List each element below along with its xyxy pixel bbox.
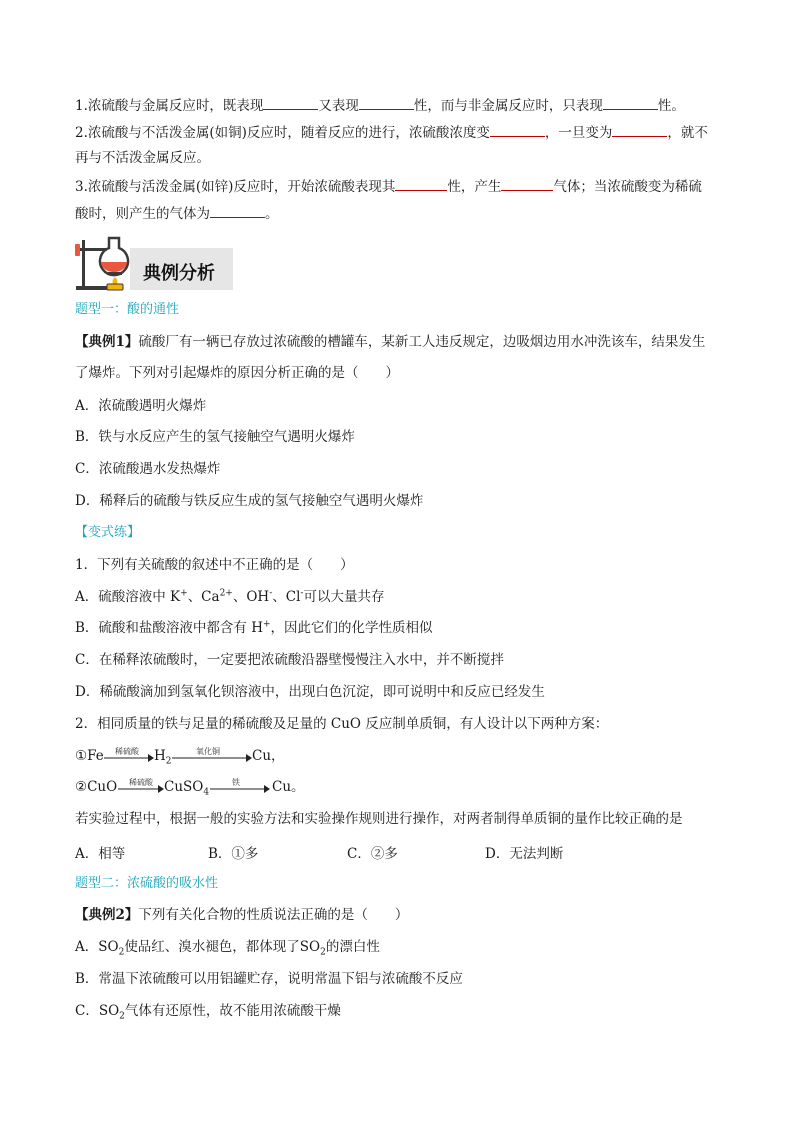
- example-1-option-a[interactable]: A．浓硫酸遇明火爆炸: [75, 398, 207, 414]
- answer-blank[interactable]: [210, 202, 265, 218]
- arrow-icon: [118, 784, 164, 794]
- route-1-reagent-2: 氧化铜: [196, 747, 220, 756]
- lab-flask-icon: [73, 234, 135, 292]
- answer-blank[interactable]: [359, 94, 414, 110]
- arrow-icon: [172, 753, 252, 763]
- example-1-stem-line2: 了爆炸。下列对引起爆炸的原因分析正确的是（ ）: [75, 365, 399, 381]
- route-2-product: Cu。: [272, 779, 305, 795]
- text: B．硫酸和盐酸溶液中都含有 H: [75, 620, 263, 636]
- charge: +: [263, 619, 271, 630]
- section-title: 典例分析: [143, 263, 215, 284]
- answer-blank[interactable]: [603, 94, 658, 110]
- practice-1-option-b[interactable]: [75, 618, 433, 638]
- example-1-option-c[interactable]: C．浓硫酸遇水发热爆炸: [75, 461, 221, 477]
- route-1-reagent-1: 稀硫酸: [115, 747, 139, 756]
- text: C．SO: [75, 1003, 120, 1019]
- route-1-intermediate: [154, 746, 172, 766]
- example-2-option-b[interactable]: B．常温下浓硫酸可以用铝罐贮存，说明常温下铝与浓硫酸不反应: [75, 971, 463, 987]
- text: 性。: [657, 98, 685, 114]
- text: 使品红、溴水褪色，都体现了SO: [124, 939, 321, 955]
- text: 的漂白性: [325, 939, 380, 955]
- arrow-icon: [210, 784, 270, 794]
- intro-line-5: [75, 202, 279, 224]
- route-1-start: ①Fe: [75, 748, 104, 764]
- text: 、Cl: [272, 589, 301, 605]
- text: 下列有关化合物的性质说法正确的是（ ）: [138, 907, 409, 923]
- route-2-reagent-1: 稀硫酸: [129, 778, 153, 787]
- charge: -: [300, 588, 304, 599]
- text: 2.浓硫酸与不活泼金属(如铜)反应时，随着反应的进行，浓硫酸浓度变: [75, 125, 490, 141]
- text: A．SO: [75, 939, 119, 955]
- text: 1.浓硫酸与金属反应时，既表现: [75, 98, 264, 114]
- route-2: [75, 777, 117, 797]
- example-2-option-a[interactable]: [75, 937, 380, 957]
- practice-2-option-b[interactable]: B．①多: [208, 846, 259, 862]
- practice-2-option-c[interactable]: C．②多: [347, 846, 398, 862]
- text: 气体有还原性，故不能用浓硫酸干燥: [124, 1003, 341, 1019]
- text: A．硫酸溶液中 K: [75, 589, 181, 605]
- subscript: 2: [165, 756, 172, 767]
- answer-blank[interactable]: [612, 121, 667, 137]
- answer-blank[interactable]: [501, 175, 553, 191]
- charge: 2+: [219, 588, 233, 599]
- practice-tag: 【变式练】: [75, 525, 141, 540]
- section-heading-type2: 题型二：浓硫酸的吸水性: [75, 876, 219, 891]
- text: 性，产生: [447, 179, 502, 195]
- charge: +: [180, 588, 188, 599]
- example-2-stem: [75, 905, 408, 925]
- charge: -: [269, 588, 273, 599]
- route-2-reagent-2: 铁: [232, 778, 240, 787]
- intro-line-1: [75, 94, 685, 116]
- text: 性，而与非金属反应时，只表现: [413, 98, 603, 114]
- answer-blank[interactable]: [490, 121, 545, 137]
- example-tag: 【典例2】: [75, 907, 139, 923]
- example-tag: 【典例1】: [75, 334, 139, 350]
- text: ，因此它们的化学性质相似: [270, 620, 433, 636]
- arrow-icon: [104, 753, 154, 763]
- route-1: [75, 746, 104, 766]
- practice-2-option-d[interactable]: D．无法判断: [485, 846, 564, 862]
- text: 气体；当浓硫酸变为稀硫: [553, 179, 702, 195]
- example-1-stem-line1: [75, 332, 705, 352]
- subscript: 2: [118, 947, 125, 958]
- text: ，一旦变为: [544, 125, 613, 141]
- practice-1-option-c[interactable]: C．在稀释浓硫酸时，一定要把浓硫酸沿器壁慢慢注入水中，并不断搅拌: [75, 652, 504, 668]
- route-2-start: ②CuO: [75, 779, 118, 795]
- intro-line-3: 再与不活泼金属反应。: [75, 150, 210, 166]
- text: 3.浓硫酸与活泼金属(如锌)反应时，开始浓硫酸表现其: [75, 179, 396, 195]
- text: H: [154, 748, 166, 764]
- route-2-intermediate: [164, 777, 209, 797]
- subscript: 2: [119, 1011, 125, 1022]
- text: 。: [265, 206, 279, 222]
- practice-1-option-a[interactable]: [75, 587, 384, 607]
- section-heading-type1: 题型一：酸的通性: [75, 302, 180, 317]
- subscript: 4: [203, 787, 210, 798]
- text: CuSO: [164, 779, 204, 795]
- example-2-option-c[interactable]: [75, 1001, 341, 1021]
- text: 可以大量共存: [303, 589, 385, 605]
- text: 酸时，则产生的气体为: [75, 206, 210, 222]
- practice-2-stem: 2．相同质量的铁与足量的稀硫酸及足量的 CuO 反应制单质铜，有人设计以下两种方案：: [75, 716, 609, 732]
- route-1-product: Cu，: [252, 748, 285, 764]
- practice-2-option-a[interactable]: A．相等: [75, 846, 126, 862]
- example-1-option-d[interactable]: D．稀释后的硫酸与铁反应生成的氢气接触空气遇明火爆炸: [75, 493, 424, 509]
- text: ，就不: [667, 125, 708, 141]
- text: 又表现: [318, 98, 359, 114]
- intro-line-4: [75, 175, 702, 197]
- intro-line-2: [75, 121, 708, 143]
- practice-2-question: 若实验过程中，根据一般的实验方法和实验操作规则进行操作，对两者制得单质铜的量作比较正确的是: [75, 811, 683, 827]
- subscript: 2: [320, 947, 326, 958]
- text: 硫酸厂有一辆已存放过浓硫酸的槽罐车，某新工人违反规定，边吸烟边用水冲洗该车，结果发生: [138, 334, 706, 350]
- answer-blank[interactable]: [395, 175, 447, 191]
- example-1-option-b[interactable]: B．铁与水反应产生的氢气接触空气遇明火爆炸: [75, 429, 355, 445]
- answer-blank[interactable]: [263, 94, 318, 110]
- practice-1-stem: 1．下列有关硫酸的叙述中不正确的是（ ）: [75, 557, 354, 573]
- practice-1-option-d[interactable]: D．稀硫酸滴加到氢氧化钡溶液中，出现白色沉淀，即可说明中和反应已经发生: [75, 684, 545, 700]
- text: 、OH: [232, 589, 270, 605]
- text: 、Ca: [187, 589, 220, 605]
